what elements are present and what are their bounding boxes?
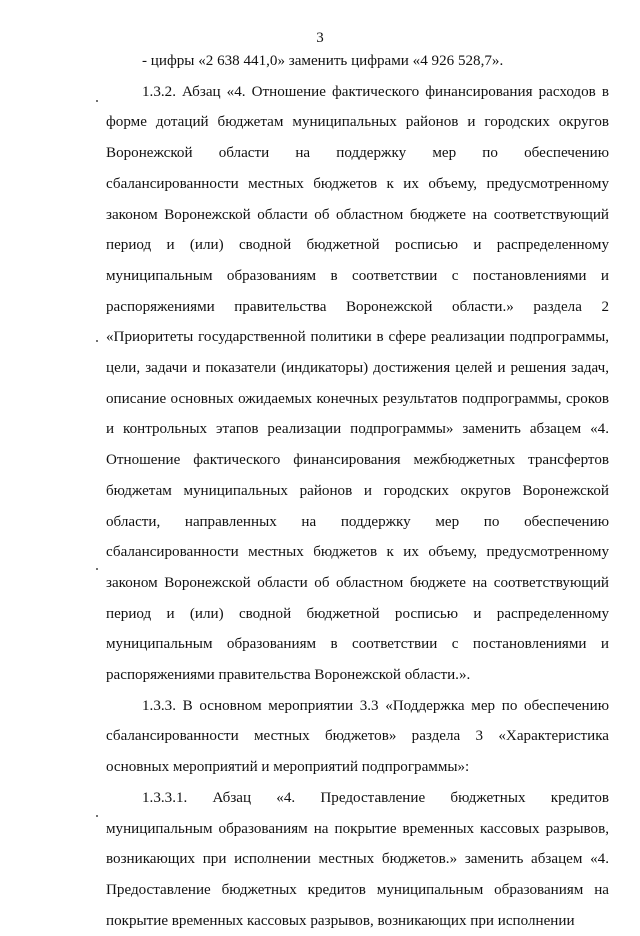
scan-speck: [96, 340, 98, 342]
scan-speck: [96, 100, 98, 102]
paragraph-1-3-3: 1.3.3. В основном мероприятии 3.3 «Поддержка мер по обеспечению сбалансированности местных бюджетов» раздела 3 «Характеристика основных мероприятий и мероприятий подпрограммы»:: [106, 697, 609, 776]
scan-speck: [96, 815, 98, 817]
page-number: 3: [316, 30, 324, 46]
paragraph-1-3-2: 1.3.2. Абзац «4. Отношение фактического финансирования расходов в форме дотаций бюджетам муниципальных районов и городских округов Воронежской области на поддержку мер по обеспечению сбалансированности местных бюджетов к их объему, предусмотренному законом Воронежской области об областном бюджете на соответствующий период и (или) сводной бюджетной росписью и распределенному муниципальным образованиям в соответствии с постановлениями и распоряжениями правительства Воронежской области.» раздела 2 «Приоритеты государственной политики в сфере реализации подпрограммы, цели, задачи и показатели (индикаторы) достижения целей и решения задач, описание основных ожидаемых конечных результатов подпрограммы, сроков и контрольных этапов реализации подпрограммы» заменить абзацем «4. Отношение фактического финансирования межбюджетных трансфертов бюджетам муниципальных районов и городских округов Воронежской области, направленных на поддержку мер по обеспечению сбалансированности местных бюджетов к их объему, предусмотренному законом Воронежской области об областном бюджете на соответствующий период и (или) сводной бюджетной росписью и распределенному муниципальным образованиям в соответствии с постановлениями и распоряжениями правительства Воронежской области.».: [106, 83, 609, 684]
document-body: [106, 46, 609, 936]
paragraph-1-3-3-1: 1.3.3.1. Абзац «4. Предоставление бюджетных кредитов муниципальным образованиям на покрытие временных кассовых разрывов, возникающих при исполнении местных бюджетов.» заменить абзацем «4. Предоставление бюджетных кредитов муниципальным образованиям на покрытие временных кассовых разрывов, возникающих при исполнении: [106, 789, 609, 929]
scan-speck: [96, 568, 98, 570]
paragraph-digits-replacement: - цифры «2 638 441,0» заменить цифрами «4 926 528,7».: [142, 53, 504, 69]
